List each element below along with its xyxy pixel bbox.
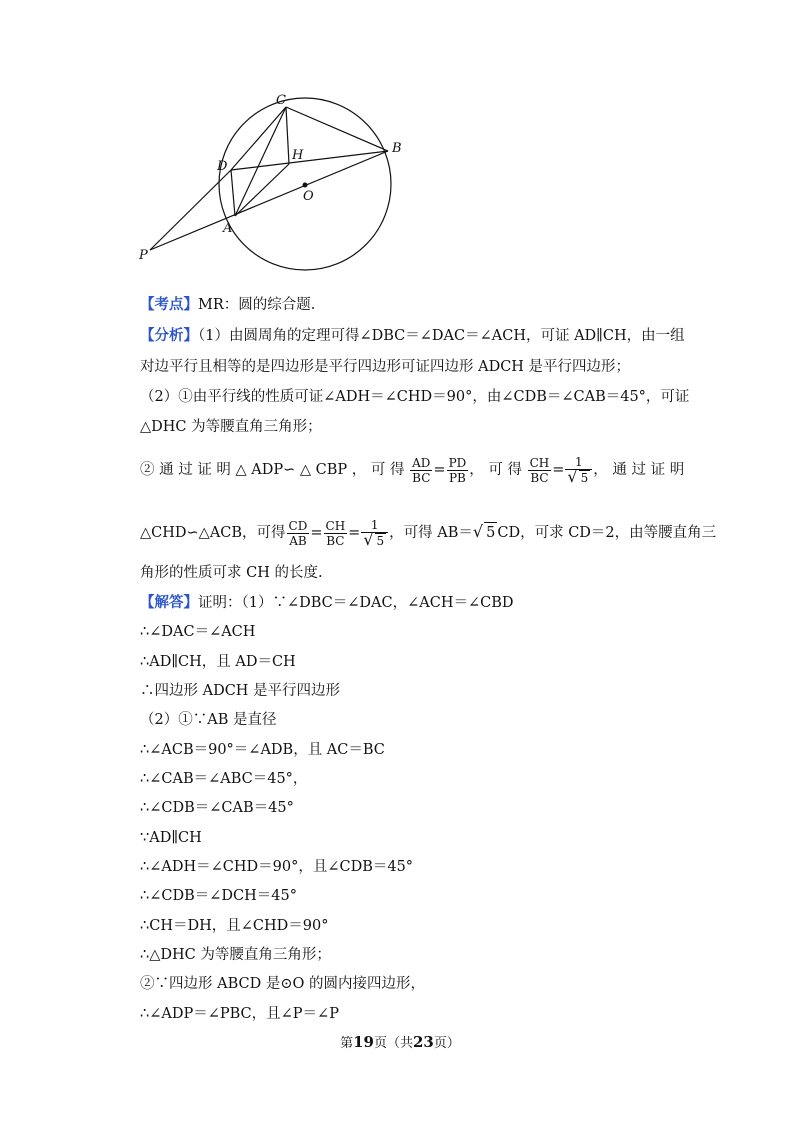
line-cd xyxy=(231,107,286,170)
fenxi-tag: 【分析】 xyxy=(140,327,198,344)
line-ca xyxy=(235,107,286,216)
fraction-1-sqrt5-2: $\frac{1}{√ 5}$ xyxy=(361,518,388,548)
fraction-1-sqrt5: $\frac{1}{√ 5}$ xyxy=(565,455,592,485)
page-footer: 第19页（共23页） xyxy=(340,1033,460,1051)
jieda-line-14: ∴∠ADP＝∠PBC，且∠P＝∠P xyxy=(140,1006,339,1022)
jieda-line-8: ∵AD∥CH xyxy=(140,830,202,846)
fraction-ad-bc: $\frac{AD}{BC}$ xyxy=(412,455,431,485)
jieda-line-4: （2）①∵AB 是直径 xyxy=(140,712,277,728)
jieda-line-1: ∴∠DAC＝∠ACH xyxy=(140,624,256,640)
jieda-line-0 xyxy=(140,593,514,613)
fenxi-line-5: ② 通 过 证 明 △ ADP∽ △ CBP ， 可 得 $\frac{AD}{BC}$ = $\frac{PD}{PB}$ ， 可 得 $\frac{CH}{BC}$ = $\frac{1}{√ 5}$ ， 通 过 证 明 xyxy=(140,455,685,486)
fraction-cd-ab: $\frac{CD}{AB}$ xyxy=(288,518,308,548)
label-p: P xyxy=(139,248,148,263)
jieda-line-7: ∴∠CDB＝∠CAB＝45° xyxy=(140,800,294,816)
fenxi-line-7: 角形的性质可求 CH 的长度. xyxy=(140,565,323,581)
sqrt-5: 5 xyxy=(484,522,497,543)
fenxi-line-2: 对边平行且相等的是四边形是平行四边形可证四边形 ADCH 是平行四边形； xyxy=(140,359,631,375)
jieda-line-6: ∴∠CAB＝∠ABC＝45°， xyxy=(140,771,308,787)
center-dot xyxy=(303,183,308,188)
label-c: C xyxy=(276,93,286,108)
fenxi-line-1 xyxy=(140,326,685,346)
page-number: 19 xyxy=(353,1033,374,1051)
geometry-figure xyxy=(130,92,410,272)
jieda-line-11: ∴CH＝DH，且∠CHD＝90° xyxy=(140,918,329,934)
line-ah xyxy=(235,164,289,216)
fenxi-5-text-b: ， 可 得 xyxy=(469,462,522,478)
label-b: B xyxy=(392,141,402,156)
jieda-line-13: ②∵四边形 ABCD 是⊙O 的圆内接四边形， xyxy=(140,976,425,992)
line-pd xyxy=(150,170,231,250)
label-d: D xyxy=(217,159,228,174)
jieda-line-10: ∴∠CDB＝∠DCH＝45° xyxy=(140,888,297,904)
fraction-ch-bc-2: $\frac{CH}{BC}$ xyxy=(325,518,346,548)
fenxi-6-text-a: △CHD∽△ACB，可得 xyxy=(140,525,286,541)
fenxi-5-text-a: ② 通 过 证 明 △ ADP∽ △ CBP ， 可 得 xyxy=(140,462,405,478)
fenxi-5-text-c: ， 通 过 证 明 xyxy=(593,462,685,478)
line-cb xyxy=(286,107,388,151)
fenxi-line-6: △CHD∽△ACB，可得 $\frac{CD}{AB}$ = $\frac{CH}{BC}$ = $\frac{1}{√ 5}$ ，可得 AB＝√ 5 CD，可求 CD＝2，由等腰直角三 xyxy=(140,518,717,549)
fenxi-6-text-b: ，可得 AB＝ xyxy=(389,525,473,541)
fenxi-line-3: （2）①由平行线的性质可证∠ADH＝∠CHD＝90°，由∠CDB＝∠CAB＝45°，可证 xyxy=(140,389,690,405)
kaodian-tag: 【考点】 xyxy=(140,296,198,313)
page-total: 23 xyxy=(413,1033,434,1051)
jieda-text-0: 证明：（1）∵∠DBC＝∠DAC，∠ACH＝∠CBD xyxy=(198,595,514,611)
label-o: O xyxy=(303,189,314,204)
jieda-line-9: ∴∠ADH＝∠CHD＝90°，且∠CDB＝45° xyxy=(140,859,414,875)
label-h: H xyxy=(292,148,304,163)
fraction-ch-bc: $\frac{CH}{BC}$ xyxy=(529,455,550,485)
fenxi-line-4: △DHC 为等腰直角三角形； xyxy=(140,419,322,435)
circle-diagram xyxy=(130,92,410,272)
fenxi-6-text-c: CD，可求 CD＝2，由等腰直角三 xyxy=(497,525,717,541)
fraction-pd-pb: $\frac{PD}{PB}$ xyxy=(448,455,467,485)
jieda-line-5: ∴∠ACB＝90°＝∠ADB，且 AC＝BC xyxy=(140,742,385,758)
line-ch xyxy=(286,107,289,164)
kaodian-line xyxy=(140,295,315,315)
jieda-tag: 【解答】 xyxy=(140,594,198,611)
line-da xyxy=(231,170,235,216)
jieda-line-12: ∴△DHC 为等腰直角三角形； xyxy=(140,947,331,963)
fenxi-text-1: （1）由圆周角的定理可得∠DBC＝∠DAC＝∠ACH，可证 AD∥CH，由一组 xyxy=(198,328,685,344)
kaodian-text: MR：圆的综合题. xyxy=(198,297,316,313)
jieda-line-3: ∴四边形 ADCH 是平行四边形 xyxy=(140,683,341,699)
jieda-line-2: ∴AD∥CH，且 AD＝CH xyxy=(140,654,296,670)
label-a: A xyxy=(223,221,233,236)
